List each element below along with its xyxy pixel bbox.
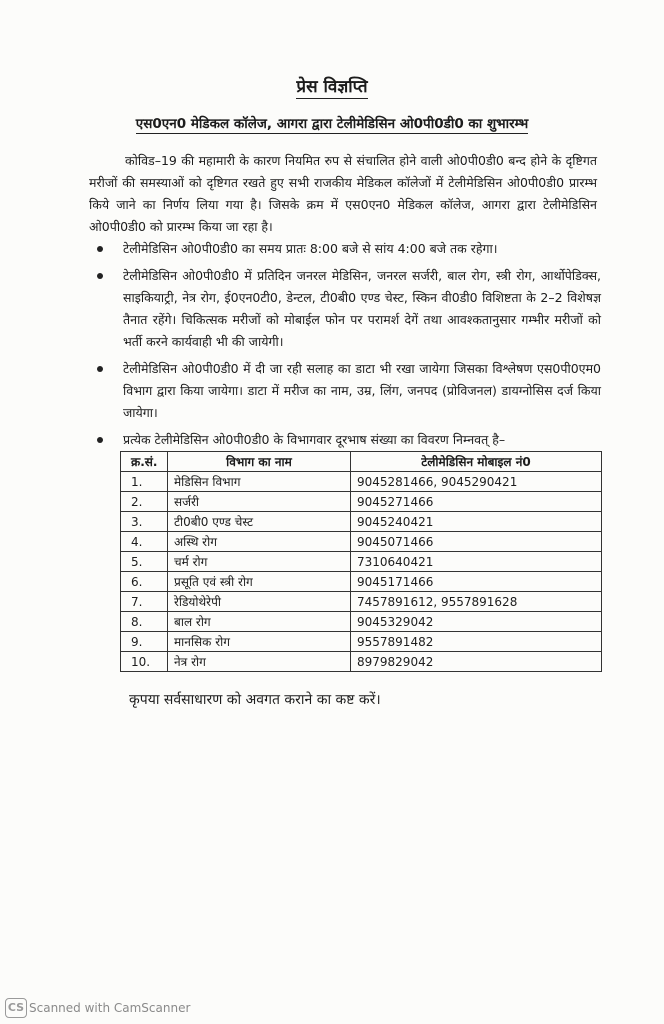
cell-department: रेडियोथेरेपी <box>168 592 351 612</box>
cell-mobile: 7457891612, 9557891628 <box>351 592 602 612</box>
bullet-icon <box>97 366 103 372</box>
table-row <box>121 532 602 552</box>
bullet-icon <box>97 273 103 279</box>
camscanner-logo-icon: CS <box>5 998 27 1018</box>
cell-department: मानसिक रोग <box>168 632 351 652</box>
cell-mobile: 7310640421 <box>351 552 602 572</box>
cell-department: टी0बी0 एण्ड चेस्ट <box>168 512 351 532</box>
cell-mobile: 9045329042 <box>351 612 602 632</box>
cell-department: बाल रोग <box>168 612 351 632</box>
page-title: प्रेस विज्ञप्ति <box>296 77 368 97</box>
cell-serial: 1. <box>121 472 168 492</box>
bullet-item: टेलीमेडिसिन ओ0पी0डी0 में प्रतिदिन जनरल मेडिसिन, जनरल सर्जरी, बाल रोग, स्त्री रोग, आर्थोपेडिक्स, साइकियाट्री, नेत्र रोग, ई0एन0टी0, डेन्टल, टी0बी0 एण्ड चेस्ट, स्किन वी0डी0 विशिष्टता के 2–2 विशेषज्ञ तैनात रहेंगे। चिकित्सक मरीजों को मोबाईल फोन पर परामर्श देगें तथा आवश्कतानुसार गम्भीर मरीजों को भर्ती करने कार्यवाही भी की जायेगी। <box>93 265 601 353</box>
watermark-text: Scanned with CamScanner <box>29 1001 191 1015</box>
table-row <box>121 492 602 512</box>
cell-mobile: 9045171466 <box>351 572 602 592</box>
bullet-list <box>93 238 601 456</box>
table-row <box>121 572 602 592</box>
column-header-serial: क्र.सं. <box>121 452 168 472</box>
page-subtitle: एस0एन0 मेडिकल कॉलेज, आगरा द्वारा टेलीमेडिसिन ओ0पी0डी0 का शुभारम्भ <box>135 116 529 132</box>
table-row <box>121 592 602 612</box>
cell-serial: 9. <box>121 632 168 652</box>
bullet-item: प्रत्येक टेलीमेडिसिन ओ0पी0डी0 के विभागवार दूरभाष संख्या का विवरण निम्नवत् है– <box>93 429 601 451</box>
bullet-icon <box>97 437 103 443</box>
column-header-mobile: टेलीमेडिसिन मोबाइल नं0 <box>351 452 602 472</box>
cell-department: मेडिसिन विभाग <box>168 472 351 492</box>
cell-mobile: 9045271466 <box>351 492 602 512</box>
cell-department: प्रसूति एवं स्त्री रोग <box>168 572 351 592</box>
cell-serial: 7. <box>121 592 168 612</box>
table-row <box>121 632 602 652</box>
cell-department: चर्म रोग <box>168 552 351 572</box>
department-phone-table <box>120 451 602 672</box>
table-row <box>121 652 602 672</box>
table-row <box>121 512 602 532</box>
bullet-icon <box>97 246 103 252</box>
column-header-department: विभाग का नाम <box>168 452 351 472</box>
cell-serial: 3. <box>121 512 168 532</box>
cell-serial: 6. <box>121 572 168 592</box>
cell-mobile: 9045240421 <box>351 512 602 532</box>
cell-department: नेत्र रोग <box>168 652 351 672</box>
cell-mobile: 9557891482 <box>351 632 602 652</box>
intro-paragraph: कोविड–19 की महामारी के कारण नियमित रुप से संचालित होने वाली ओ0पी0डी0 बन्द होने के दृष्टिगत मरीजों की समस्याओं को दृष्टिगत रखते हुए सभी राजकीय मेडिकल कॉलेजों में टेलीमेडिसिन ओ0पी0डी0 प्रारम्भ किये जाने का निर्णय लिया गया है। जिसके क्रम में एस0एन0 मेडिकल कॉलेज, आगरा द्वारा टेलीमेडिसिन ओ0पी0डी0 को प्रारम्भ किया जा रहा है। <box>89 153 597 234</box>
cell-serial: 10. <box>121 652 168 672</box>
cell-serial: 5. <box>121 552 168 572</box>
bullet-item: टेलीमेडिसिन ओ0पी0डी0 में दी जा रही सलाह का डाटा भी रखा जायेगा जिसका विश्लेषण एस0पी0एम0 विभाग द्वारा किया जायेगा। डाटा में मरीज का नाम, उम्र, लिंग, जनपद (प्रोविजनल) डायग्नोसिस दर्ज किया जायेगा। <box>93 358 601 424</box>
cell-mobile: 8979829042 <box>351 652 602 672</box>
table-row <box>121 612 602 632</box>
table-row <box>121 472 602 492</box>
cell-department: अस्थि रोग <box>168 532 351 552</box>
cell-serial: 2. <box>121 492 168 512</box>
cell-serial: 4. <box>121 532 168 552</box>
cell-serial: 8. <box>121 612 168 632</box>
cell-mobile: 9045071466 <box>351 532 602 552</box>
closing-line: कृपया सर्वसाधारण को अवगत कराने का कष्ट करें। <box>129 692 381 708</box>
table-body <box>121 472 602 672</box>
table-row <box>121 552 602 572</box>
table-header-row <box>121 452 602 472</box>
scanner-watermark <box>5 998 190 1018</box>
cell-department: सर्जरी <box>168 492 351 512</box>
bullet-item: टेलीमेडिसिन ओ0पी0डी0 का समय प्रातः 8:00 बजे से सांय 4:00 बजे तक रहेगा। <box>93 238 601 260</box>
cell-mobile: 9045281466, 9045290421 <box>351 472 602 492</box>
